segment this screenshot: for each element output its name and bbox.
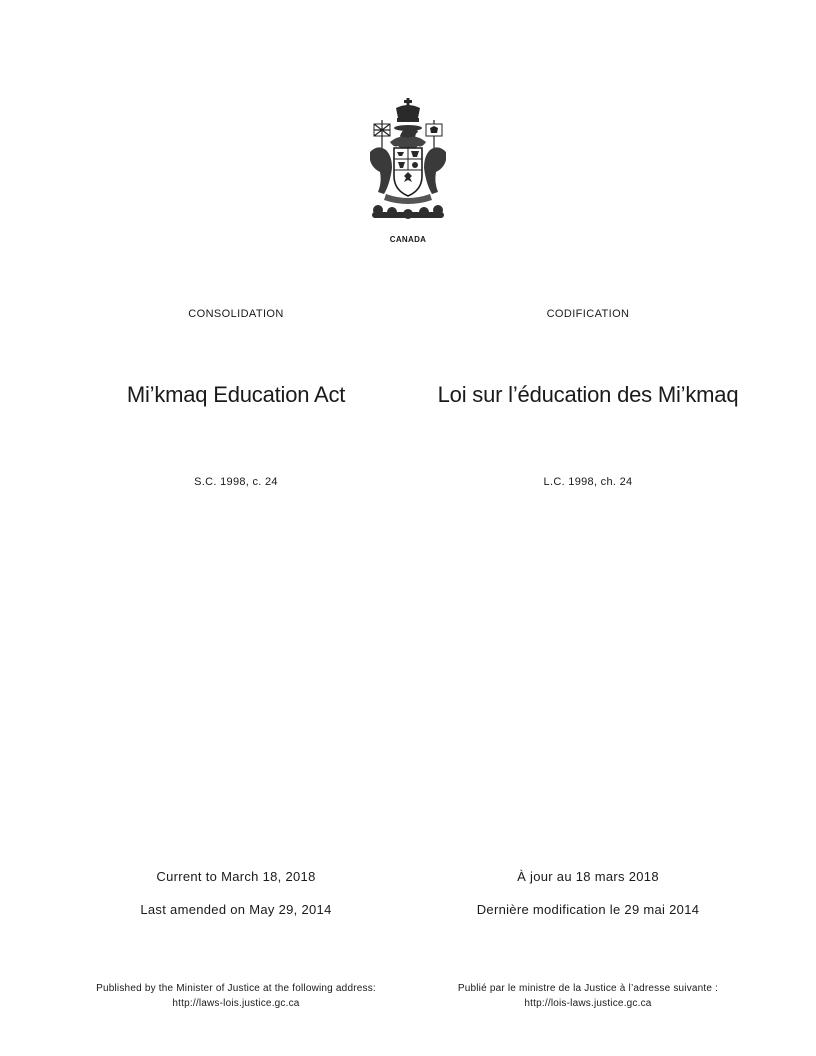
act-title-english: Mi’kmaq Education Act [126,382,346,407]
consolidation-heading: CONSOLIDATION [188,308,284,320]
laws-url-english[interactable]: http://laws-lois.justice.gc.ca [172,998,300,1009]
current-to-date-french: À jour au 18 mars 2018 [517,869,659,884]
publisher-note-english [96,981,376,1011]
publisher-text-english: Published by the Minister of Justice at the following address: [96,983,376,994]
last-amended-english: Last amended on May 29, 2014 [140,902,332,917]
publisher-text-french: Publié par le ministre de la Justice à l’adresse suivante : [457,983,719,994]
coat-of-arms-icon [360,98,456,222]
citation-french: L.C. 1998, ch. 24 [543,476,633,488]
current-to-date-english: Current to March 18, 2018 [156,869,316,884]
laws-url-french[interactable]: http://lois-laws.justice.gc.ca [524,998,652,1009]
country-label: CANADA [389,235,427,244]
last-amended-french: Dernière modification le 29 mai 2014 [476,902,700,917]
act-title-french: Loi sur l’éducation des Mi’kmaq [437,382,739,407]
publisher-note-french [458,981,718,1011]
codification-heading: CODIFICATION [546,308,630,320]
citation-english: S.C. 1998, c. 24 [194,476,278,488]
